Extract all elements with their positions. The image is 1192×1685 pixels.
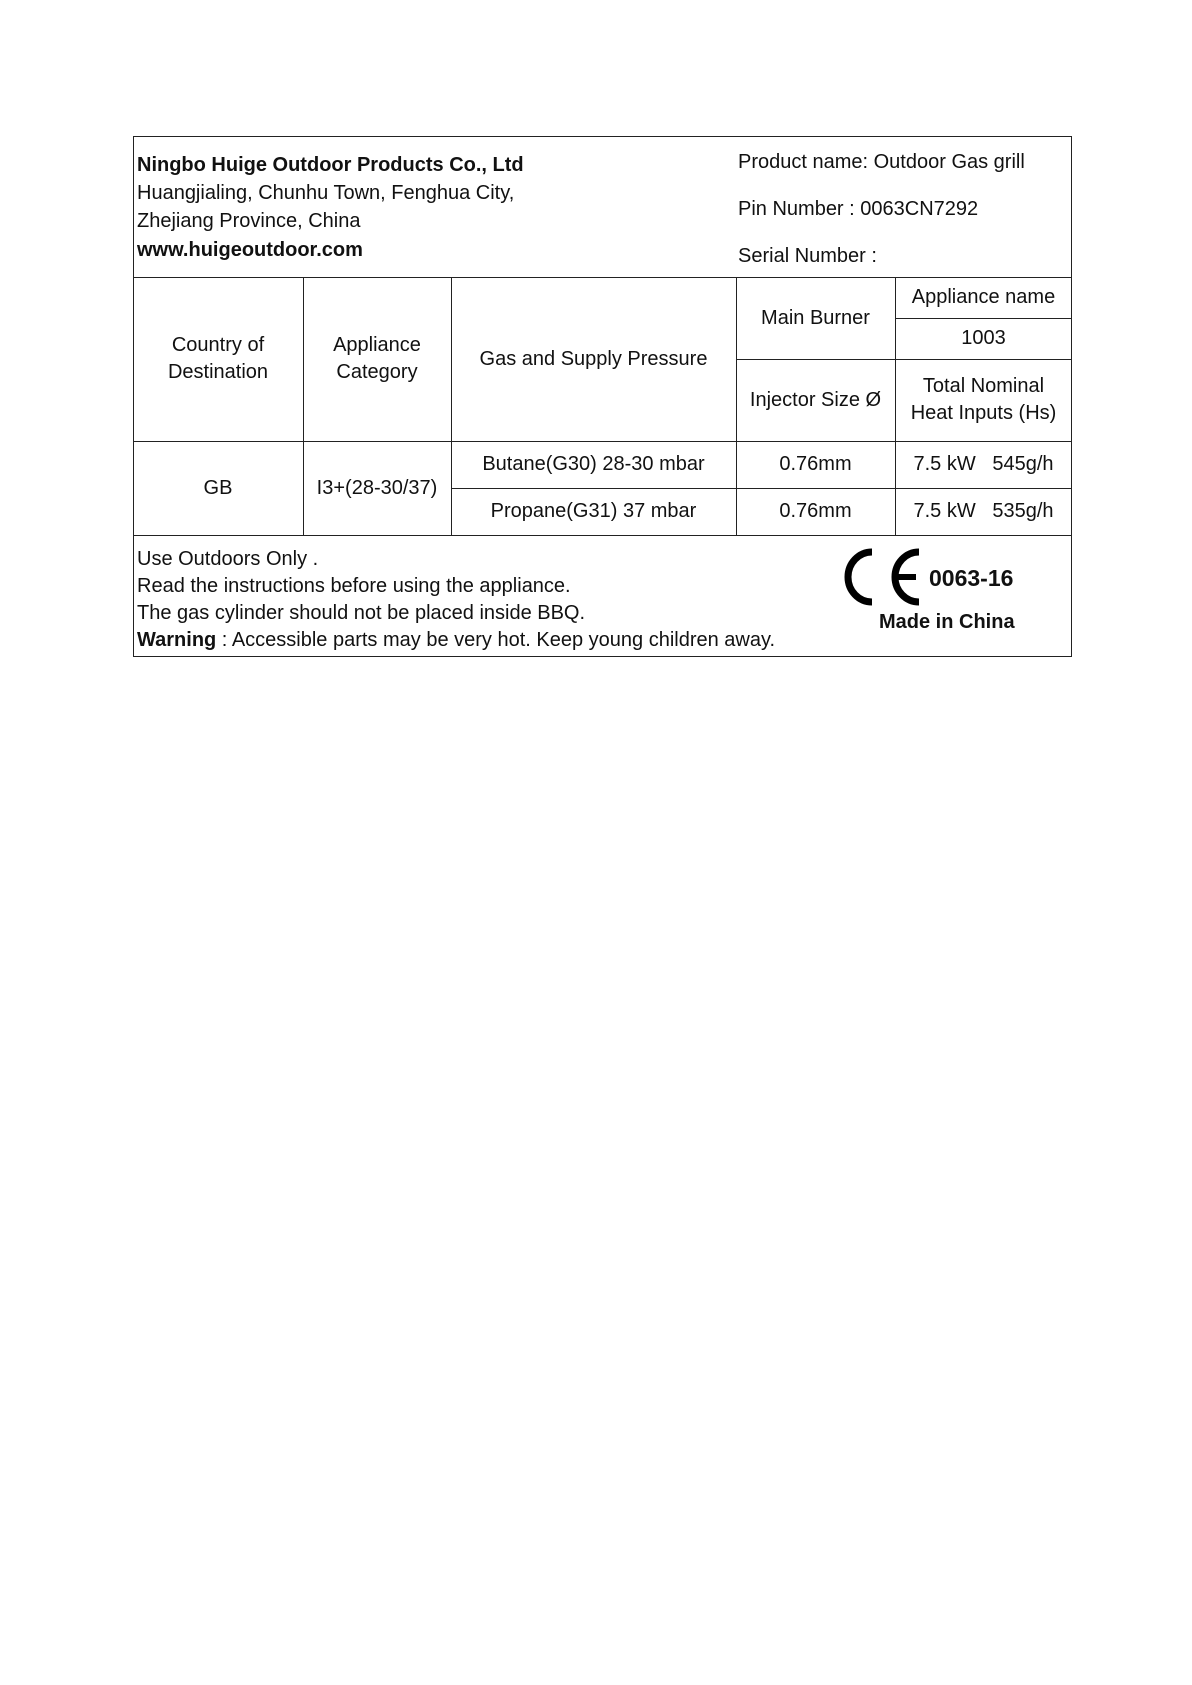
category-value: I3+(28-30/37) bbox=[316, 476, 438, 499]
warning-label: Warning bbox=[137, 629, 217, 651]
header-heat-line1: Total Nominal bbox=[922, 375, 1045, 397]
header-category-line2: Category bbox=[336, 361, 418, 383]
header-heat-input bbox=[895, 359, 1072, 441]
made-in-china: Made in China bbox=[879, 611, 1015, 633]
row-2-injector: 0.76mm bbox=[779, 500, 852, 522]
serial-number: Serial Number : bbox=[738, 245, 877, 267]
header-country bbox=[133, 277, 303, 441]
header-heat-line2: Heat Inputs (Hs) bbox=[910, 402, 1057, 424]
header-main-burner: Main Burner bbox=[761, 306, 870, 329]
address-line-1: Huangjialing, Chunhu Town, Fenghua City, bbox=[137, 182, 515, 204]
website: www.huigeoutdoor.com bbox=[137, 239, 363, 261]
divider-footer bbox=[133, 535, 1072, 536]
row-1-heat: 7.5 kW 545g/h bbox=[913, 453, 1054, 475]
header-injector: Injector Size Ø bbox=[749, 388, 882, 411]
header-category-line1: Appliance bbox=[333, 334, 421, 356]
footer-line-1: Use Outdoors Only . bbox=[137, 548, 319, 570]
row-2-gas: Propane(G31) 37 mbar bbox=[490, 500, 697, 522]
pin-number: Pin Number : 0063CN7292 bbox=[738, 198, 979, 220]
header-appliance-name: Appliance name bbox=[911, 286, 1056, 308]
footer-line-3: The gas cylinder should not be placed inside BBQ. bbox=[137, 602, 586, 624]
ce-mark-icon bbox=[842, 546, 930, 608]
product-name: Product name: Outdoor Gas grill bbox=[738, 151, 1025, 173]
header-category bbox=[303, 277, 451, 441]
header-country-line2: Destination bbox=[167, 361, 269, 383]
header-country-line1: Country of bbox=[171, 334, 265, 356]
address-line-2: Zhejiang Province, China bbox=[137, 210, 361, 232]
footer-line-2: Read the instructions before using the appliance. bbox=[137, 575, 571, 597]
notified-body-number: 0063-16 bbox=[929, 565, 1014, 591]
row-1-gas: Butane(G30) 28-30 mbar bbox=[482, 453, 705, 475]
header-gas: Gas and Supply Pressure bbox=[479, 347, 708, 370]
company-name: Ningbo Huige Outdoor Products Co., Ltd bbox=[137, 154, 524, 176]
warning-text: : Accessible parts may be very hot. Keep young children away. bbox=[216, 629, 776, 651]
country-value: GB bbox=[203, 476, 233, 499]
footer-warning bbox=[137, 629, 775, 652]
row-1-injector: 0.76mm bbox=[779, 453, 852, 475]
row-2-heat: 7.5 kW 535g/h bbox=[913, 500, 1054, 522]
appliance-name-value: 1003 bbox=[961, 327, 1006, 349]
